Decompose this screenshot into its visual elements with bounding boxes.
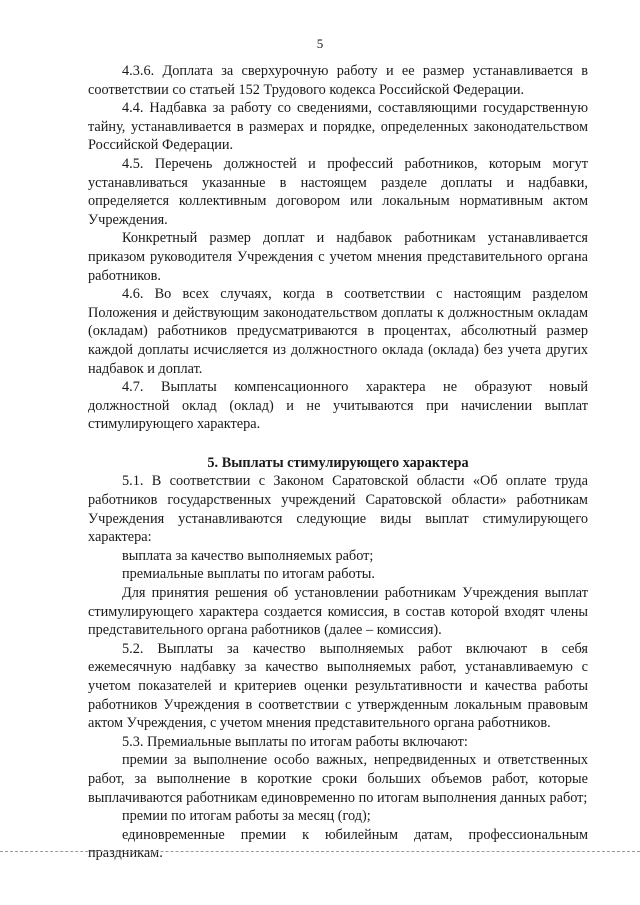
page-number: 5 [316,36,324,51]
list-item: премии за выполнение особо важных, непредвиденных и ответственных работ, за выполнение в короткие сроки больших объемов работ, которые выплачиваются работникам единовременно по итогам выполнения данных работ; [88,752,588,806]
paragraph-5-2: 5.2. Выплаты за качество выполняемых работ включают в себя ежемесячную надбавку за качество выполняемых работ, устанавливаемую с учетом показателей и критериев оценки результативности и качества работы работников Учреждения в соответствии с утвержденным локальным правовым актом Учреждения, с учетом мнения представительного органа работников. [88,640,588,732]
section-heading: 5. Выплаты стимулирующего характера [207,454,469,471]
paragraph-commission: Для принятия решения об установлении работникам Учреждения выплат стимулирующего характера создается комиссия, в состав которой входят члены представительного органа работников (далее – комиссия). [88,585,588,639]
paragraph-5-1: 5.1. В соответствии с Законом Саратовской области «Об оплате труда работников государственных учреждений Саратовской области» работникам Учреждения устанавливаются следующие виды выплат стимулирующего характера: [88,473,588,546]
paragraph-4-7: 4.7. Выплаты компенсационного характера не образуют новый должностной оклад (оклад) и не учитываются при начислении выплат стимулирующего характера. [88,379,588,433]
paragraph-4-5: 4.5. Перечень должностей и профессий работников, которым могут устанавливаться указанные в настоящем разделе доплаты и надбавки, определяется коллективным договором или локальным нормативным актом Учреждения. [88,155,588,228]
document-body [88,62,588,863]
scan-divider-line [0,851,640,852]
paragraph-4-6: 4.6. Во всех случаях, когда в соответствии с настоящим разделом Положения и действующим законодательством доплаты к должностным окладам (окладам) работников предусматриваются в процентах, абсолютный размер каждой доплаты исчисляется из должностного оклада (оклада) без учета других надбавок и доплат. [88,286,588,377]
paragraph-specific-size: Конкретный размер доплат и надбавок работникам устанавливается приказом руководителя Учреждения с учетом мнения представительного органа работников. [88,230,588,284]
paragraph-4-3-6: 4.3.6. Доплата за сверхурочную работу и ее размер устанавливается в соответствии со статьей 152 Трудового кодекса Российской Федерации. [88,63,588,98]
paragraph-5-3: 5.3. Премиальные выплаты по итогам работы включают: [122,733,468,750]
list-item: выплата за качество выполняемых работ; [122,547,374,564]
paragraph-4-4: 4.4. Надбавка за работу со сведениями, составляющими государственную тайну, устанавливается в размерах и порядке, определенных законодательством Российской Федерации. [88,100,588,154]
list-item: единовременные премии к юбилейным датам, профессиональным праздникам. [88,826,588,862]
list-item: премии по итогам работы за месяц (год); [122,808,371,825]
list-item: премиальные выплаты по итогам работы. [122,566,375,583]
